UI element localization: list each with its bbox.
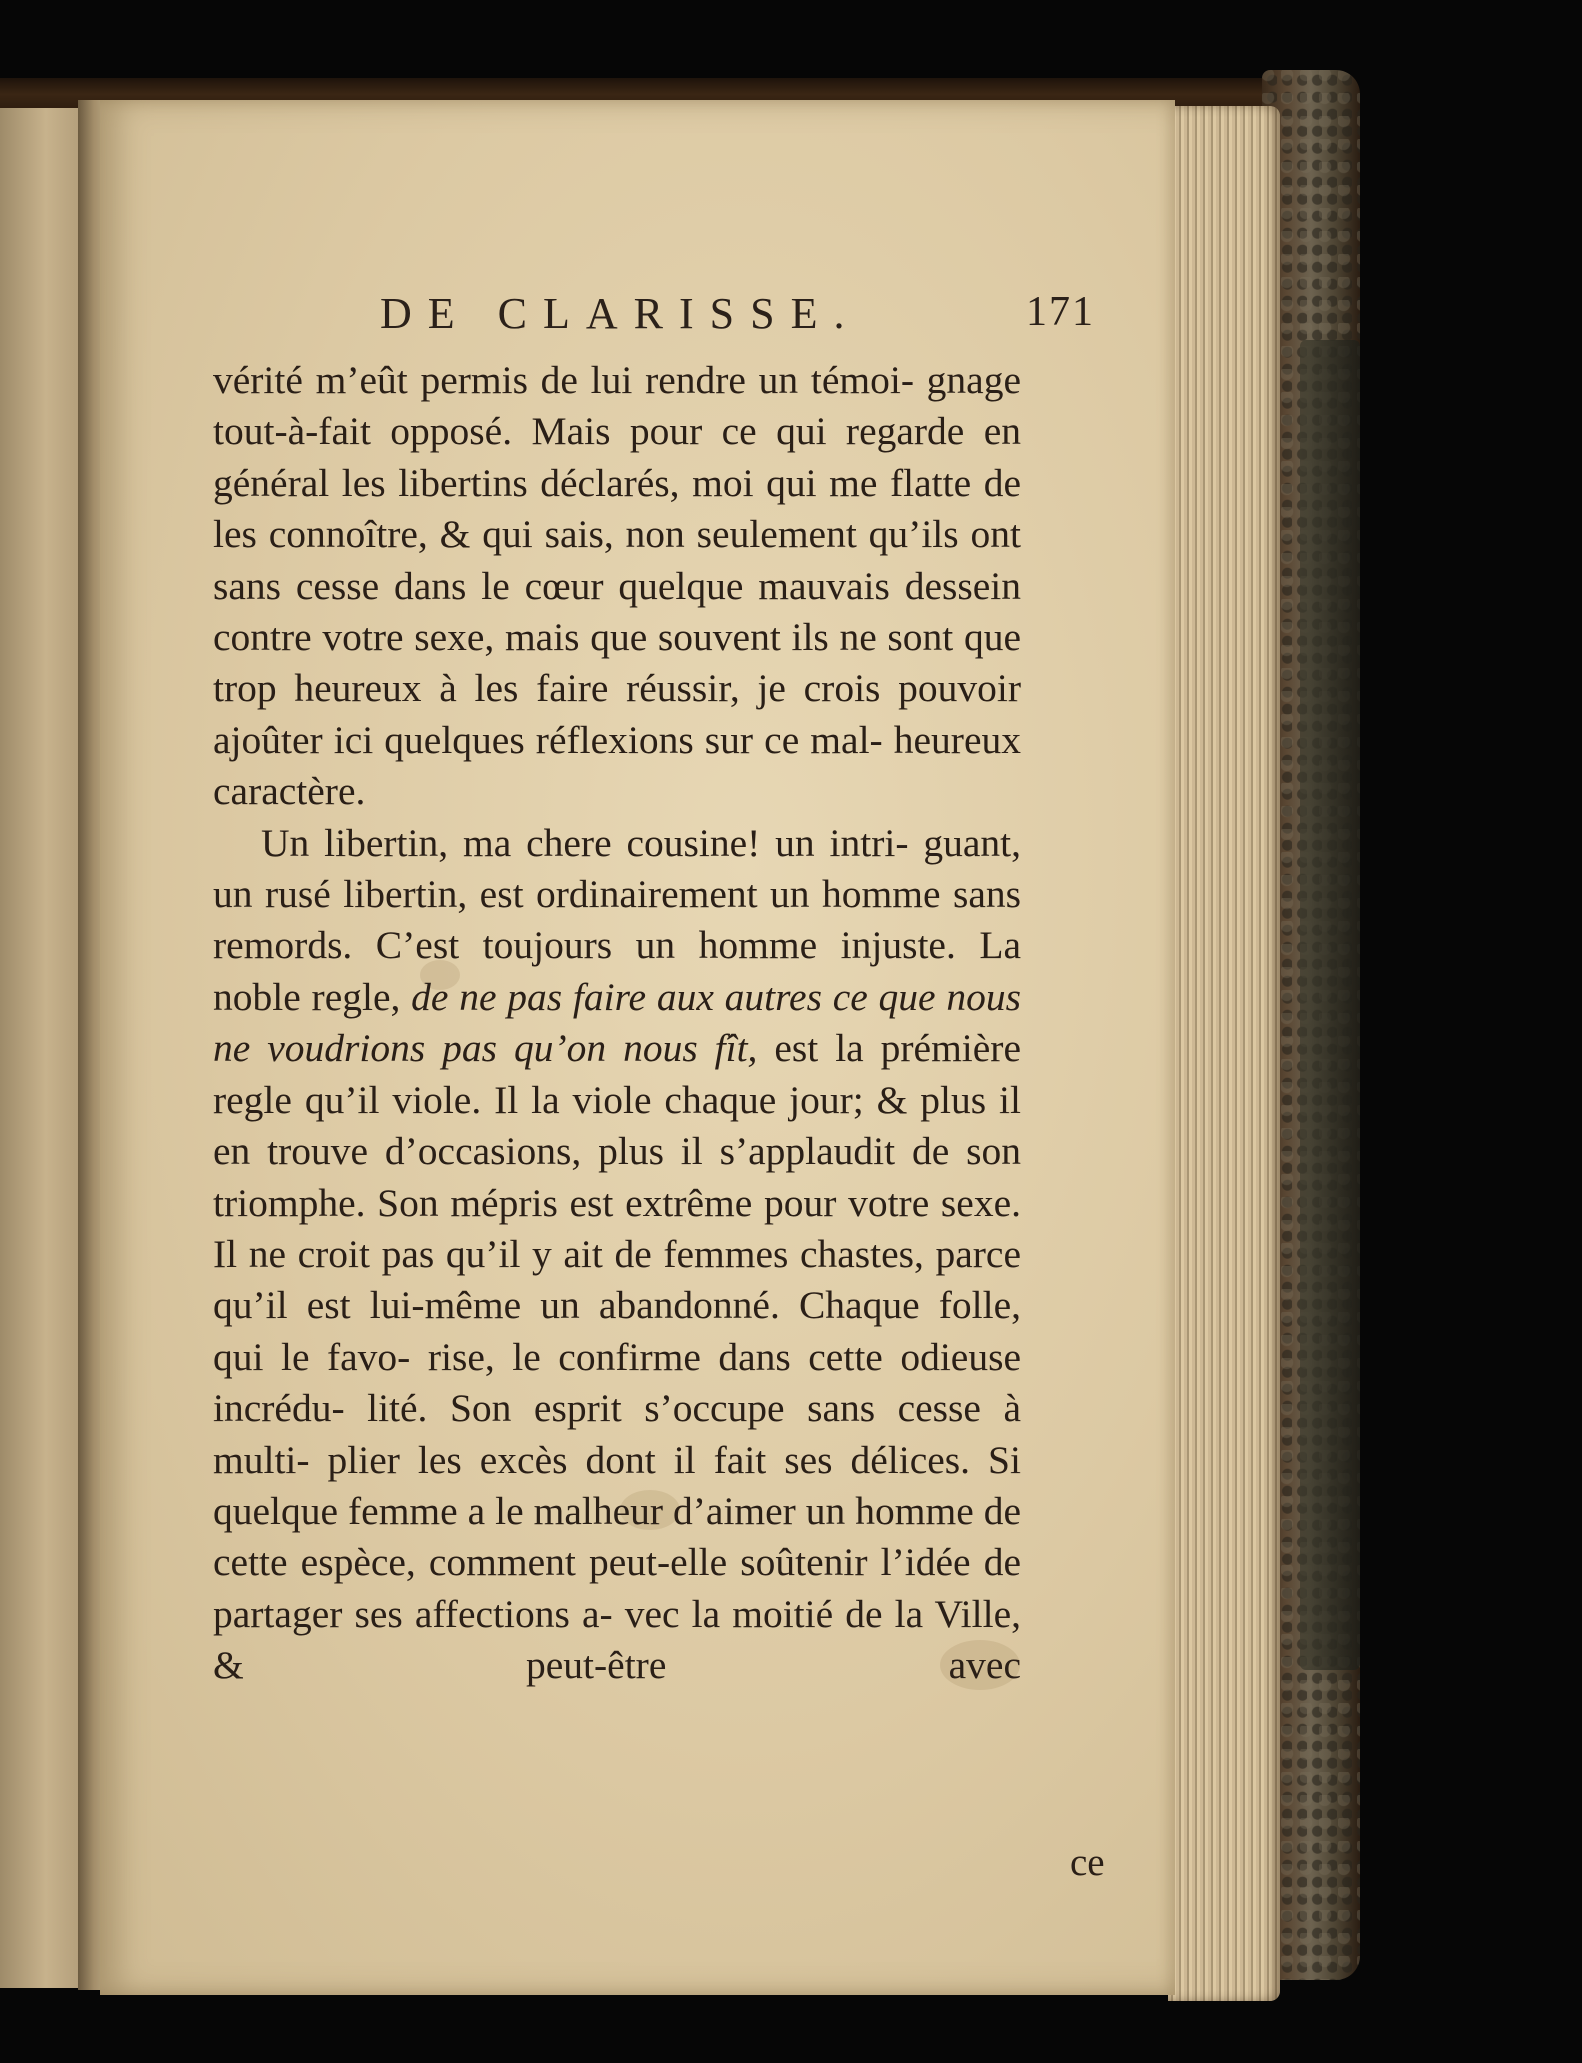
- catchword: ce: [1070, 1841, 1105, 1884]
- running-head: [100, 288, 1175, 348]
- body-text: [213, 355, 1021, 1692]
- running-head-title: DE CLARISSE.: [380, 289, 861, 338]
- text-run: Un libertin, ma chere cousine! un intri- guant, un rusé libertin, est ordinairement un homme sans remords. C’est toujours un homme injuste. La noble regle,: [213, 820, 1021, 1019]
- italic-text: de ne pas faire aux autres ce que nous ne voudrions pas qu’on nous fît,: [213, 974, 1021, 1071]
- spine-marbling: [1300, 340, 1360, 1670]
- text-run: est la prémière regle qu’il viole. Il la viole chaque jour; & plus il en trouve d’occasions, plus il s’applaudit de son triomphe. Son mépris est extrême pour votre sexe. Il ne croit pas qu’il y ait de femmes chastes, parce qu’il est lui-même un abandonné. Chaque folle, qui le favo- rise, le confirme dans cette odieuse incrédu- lité. Son esprit s’occupe sans cesse à multi- plier les excès dont il fait ses délices. Si quelque femme a le malheur d’aimer un homme de cette espèce, comment peut-elle soûtenir l’idée de partager ses affections a- vec la moitié de la Ville, & peut-être avec: [213, 1026, 1021, 1688]
- page-edges: [1168, 106, 1280, 2001]
- right-page: [100, 100, 1175, 1995]
- paragraph: [213, 818, 1021, 1692]
- paragraph: [213, 355, 1021, 818]
- page-number: 171: [1026, 289, 1095, 335]
- text-run: vérité m’eût permis de lui rendre un témoi- gnage tout-à-fait opposé. Mais pour ce qui regarde en général les libertins déclarés, moi qui me flatte de les connoître, & qui sais, non seulement qu’ils ont sans cesse dans le cœur quelque mauvais dessein contre votre sexe, mais que souvent ils ne sont que trop heureux à les faire réussir, je crois pouvoir ajoûter ici quelques réflexions sur ce mal- heureux caractère.: [213, 358, 1021, 814]
